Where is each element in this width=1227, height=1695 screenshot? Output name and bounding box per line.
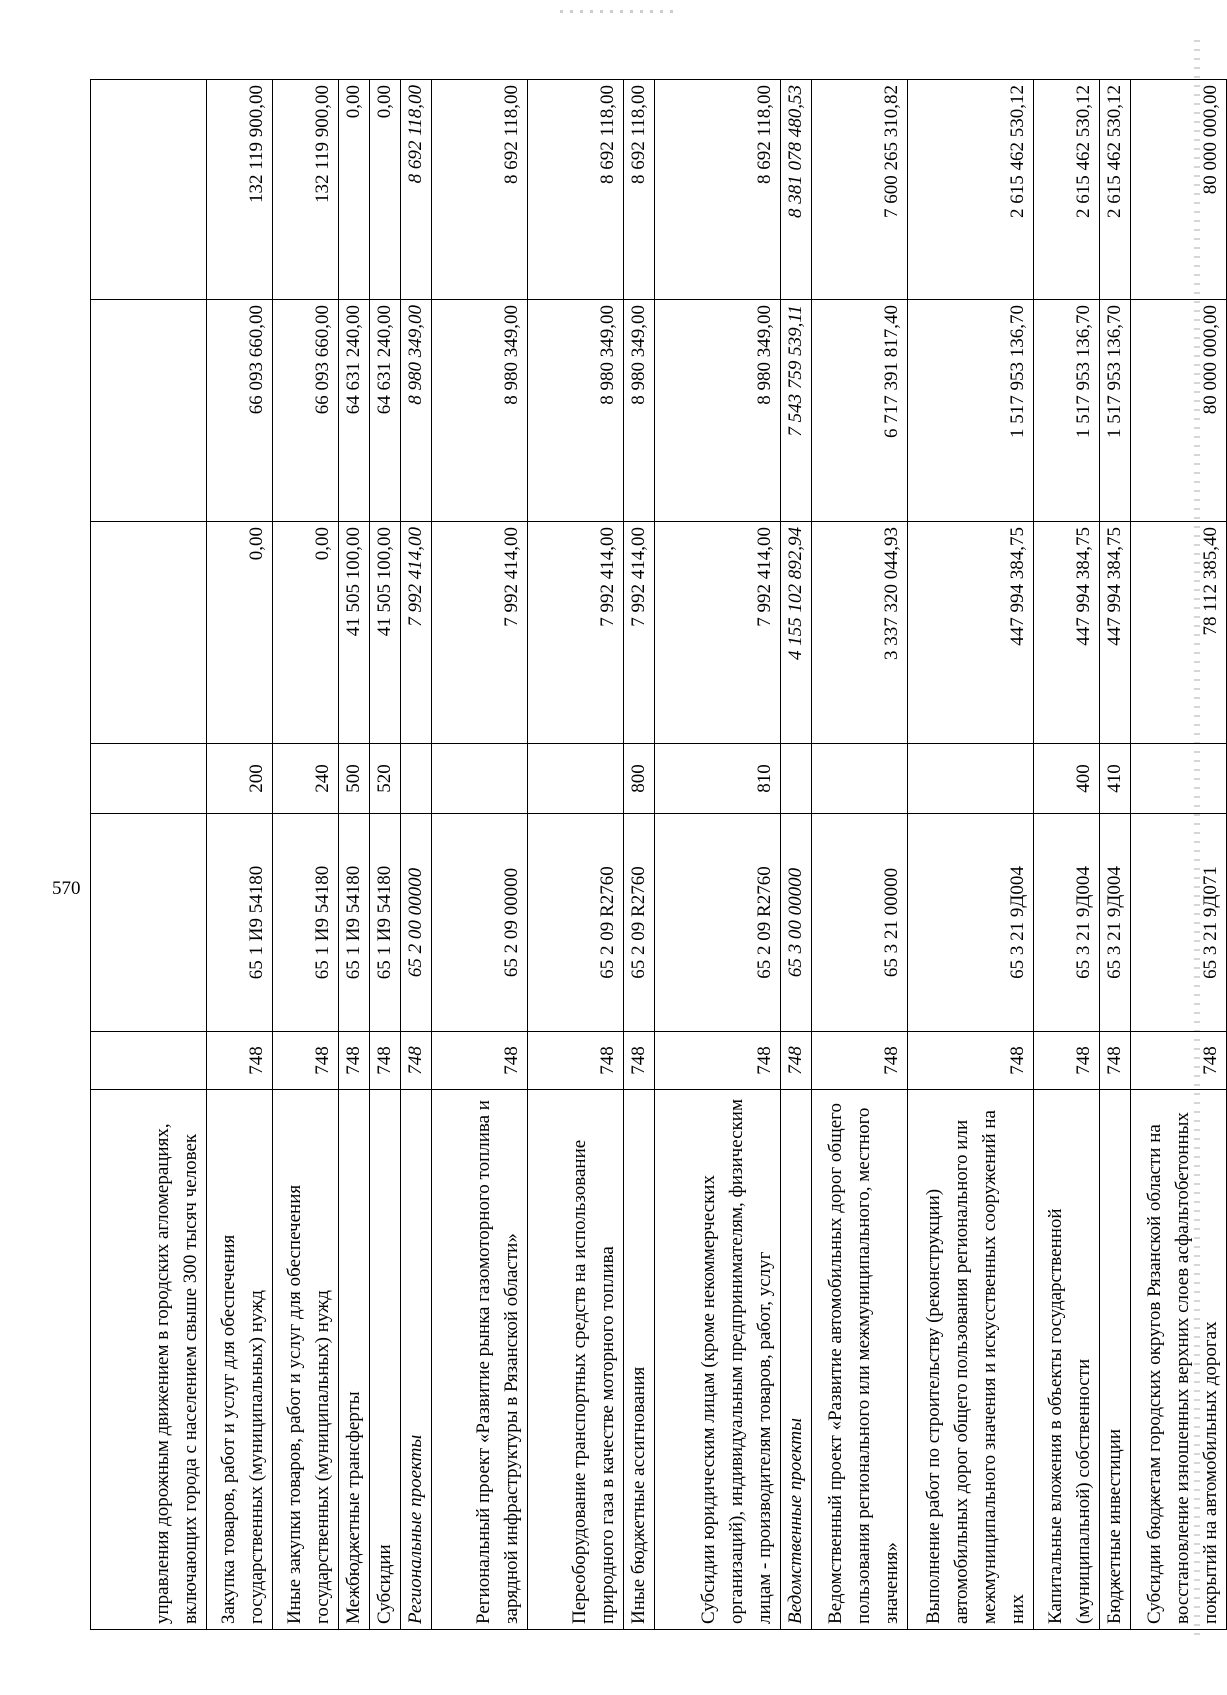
cell-v2023: 447 994 384,75 (1034, 522, 1100, 744)
rotated-table-wrapper (90, 80, 1221, 1630)
cell-name: Межбюджетные трансферты (339, 1090, 370, 1630)
cell-csr: 65 3 21 9Д071 (1131, 814, 1227, 1032)
cell-name: Ведомственные проекты (781, 1090, 812, 1630)
cell-vr: 810 (655, 744, 781, 814)
cell-v2025 (91, 80, 207, 300)
cell-v2023: 7 992 414,00 (624, 522, 655, 744)
cell-v2025: 8 692 118,00 (401, 80, 432, 300)
cell-v2023: 3 337 320 044,93 (812, 522, 908, 744)
table-row (781, 80, 812, 1630)
cell-v2025: 7 600 265 310,82 (812, 80, 908, 300)
cell-v2023: 0,00 (273, 522, 339, 744)
cell-code: 748 (370, 1032, 401, 1090)
cell-v2024: 1 517 953 136,70 (1034, 300, 1100, 522)
cell-code: 748 (207, 1032, 273, 1090)
cell-v2023: 78 112 385,40 (1131, 522, 1227, 744)
table-row (432, 80, 528, 1630)
cell-vr (781, 744, 812, 814)
cell-code: 748 (432, 1032, 528, 1090)
cell-v2024: 7 543 759 539,11 (781, 300, 812, 522)
cell-csr: 65 3 21 9Д004 (1100, 814, 1131, 1032)
cell-name: Ведомственный проект «Развитие автомобильных дорог общего пользования регионального или межмуниципального, местного значения» (812, 1090, 908, 1630)
cell-code: 748 (908, 1032, 1034, 1090)
table-row (401, 80, 432, 1630)
cell-v2024: 66 093 660,00 (207, 300, 273, 522)
cell-v2024: 8 980 349,00 (528, 300, 624, 522)
cell-csr: 65 3 21 9Д004 (908, 814, 1034, 1032)
cell-csr: 65 3 21 9Д004 (1034, 814, 1100, 1032)
table-row (908, 80, 1034, 1630)
cell-code: 748 (1034, 1032, 1100, 1090)
cell-v2025: 0,00 (370, 80, 401, 300)
cell-csr: 65 2 00 00000 (401, 814, 432, 1032)
table-row (528, 80, 624, 1630)
cell-v2023: 7 992 414,00 (655, 522, 781, 744)
cell-vr (1131, 744, 1227, 814)
cell-vr (91, 744, 207, 814)
cell-vr (432, 744, 528, 814)
cell-csr (91, 814, 207, 1032)
cell-v2024: 1 517 953 136,70 (1100, 300, 1131, 522)
cell-v2024: 64 631 240,00 (339, 300, 370, 522)
cell-v2025: 8 381 078 480,53 (781, 80, 812, 300)
cell-v2025: 132 119 900,00 (207, 80, 273, 300)
table-row (812, 80, 908, 1630)
cell-code: 748 (273, 1032, 339, 1090)
cell-vr: 240 (273, 744, 339, 814)
scan-artifact-top (560, 10, 680, 13)
cell-v2023: 7 992 414,00 (432, 522, 528, 744)
cell-v2025: 2 615 462 530,12 (908, 80, 1034, 300)
cell-csr: 65 3 21 00000 (812, 814, 908, 1032)
cell-vr: 800 (624, 744, 655, 814)
cell-v2025: 8 692 118,00 (655, 80, 781, 300)
cell-vr (528, 744, 624, 814)
cell-code: 748 (401, 1032, 432, 1090)
cell-code: 748 (812, 1032, 908, 1090)
cell-v2023: 447 994 384,75 (908, 522, 1034, 744)
table-row (1100, 80, 1131, 1630)
cell-name: Закупка товаров, работ и услуг для обеспечения государственных (муниципальных) нужд (207, 1090, 273, 1630)
cell-code: 748 (1100, 1032, 1131, 1090)
cell-csr: 65 2 09 00000 (432, 814, 528, 1032)
table-row (207, 80, 273, 1630)
cell-name: Переоборудование транспортных средств на использование природного газа в качестве моторного топлива (528, 1090, 624, 1630)
cell-vr: 200 (207, 744, 273, 814)
cell-vr: 400 (1034, 744, 1100, 814)
cell-name: Бюджетные инвестиции (1100, 1090, 1131, 1630)
cell-csr: 65 2 09 R2760 (655, 814, 781, 1032)
cell-code (91, 1032, 207, 1090)
cell-v2024: 64 631 240,00 (370, 300, 401, 522)
cell-code: 748 (781, 1032, 812, 1090)
cell-code: 748 (528, 1032, 624, 1090)
table-row (273, 80, 339, 1630)
page-number: 570 (52, 878, 81, 899)
cell-v2025: 8 692 118,00 (624, 80, 655, 300)
cell-v2024: 8 980 349,00 (624, 300, 655, 522)
cell-code: 748 (339, 1032, 370, 1090)
cell-v2023: 7 992 414,00 (401, 522, 432, 744)
cell-v2023: 7 992 414,00 (528, 522, 624, 744)
budget-table (90, 79, 1227, 1630)
cell-v2025: 0,00 (339, 80, 370, 300)
table-row (624, 80, 655, 1630)
cell-v2024: 6 717 391 817,40 (812, 300, 908, 522)
cell-vr (812, 744, 908, 814)
cell-name: Иные бюджетные ассигнования (624, 1090, 655, 1630)
cell-vr: 410 (1100, 744, 1131, 814)
cell-v2025: 2 615 462 530,12 (1100, 80, 1131, 300)
cell-v2024: 8 980 349,00 (401, 300, 432, 522)
cell-v2024 (91, 300, 207, 522)
table-row (339, 80, 370, 1630)
cell-vr: 520 (370, 744, 401, 814)
cell-name: Иные закупки товаров, работ и услуг для обеспечения государственных (муниципальных) нужд (273, 1090, 339, 1630)
budget-table-body (91, 80, 1227, 1630)
cell-name: Региональные проекты (401, 1090, 432, 1630)
cell-name: управления дорожным движением в городских агломерациях, включающих города с населением свыше 300 тысяч человек (91, 1090, 207, 1630)
cell-v2025: 2 615 462 530,12 (1034, 80, 1100, 300)
cell-csr: 65 3 00 00000 (781, 814, 812, 1032)
cell-name: Субсидии юридическим лицам (кроме некоммерческих организаций), индивидуальным предпринимателям, физическим лицам - производителям товаров, работ, услуг (655, 1090, 781, 1630)
cell-csr: 65 1 И9 54180 (273, 814, 339, 1032)
cell-v2025: 80 000 000,00 (1131, 80, 1227, 300)
cell-v2024: 80 000 000,00 (1131, 300, 1227, 522)
table-row (655, 80, 781, 1630)
cell-csr: 65 1 И9 54180 (339, 814, 370, 1032)
cell-v2023: 41 505 100,00 (339, 522, 370, 744)
table-row (370, 80, 401, 1630)
cell-v2025: 8 692 118,00 (528, 80, 624, 300)
cell-v2023: 41 505 100,00 (370, 522, 401, 744)
cell-code: 748 (624, 1032, 655, 1090)
cell-csr: 65 2 09 R2760 (624, 814, 655, 1032)
cell-name: Субсидии бюджетам городских округов Рязанской области на восстановление изношенных верхних слоев асфальтобетонных покрытий на автомобильных дорогах (1131, 1090, 1227, 1630)
cell-v2023: 4 155 102 892,94 (781, 522, 812, 744)
cell-v2023: 0,00 (207, 522, 273, 744)
cell-csr: 65 2 09 R2760 (528, 814, 624, 1032)
cell-name: Региональный проект «Развитие рынка газомоторного топлива и зарядной инфраструктуры в Рязанской области» (432, 1090, 528, 1630)
cell-v2025: 8 692 118,00 (432, 80, 528, 300)
table-row (1131, 80, 1227, 1630)
cell-vr (908, 744, 1034, 814)
cell-code: 748 (1131, 1032, 1227, 1090)
cell-v2023: 447 994 384,75 (1100, 522, 1131, 744)
cell-v2024: 66 093 660,00 (273, 300, 339, 522)
cell-v2024: 8 980 349,00 (432, 300, 528, 522)
cell-v2023 (91, 522, 207, 744)
cell-csr: 65 1 И9 54180 (207, 814, 273, 1032)
cell-name: Капитальные вложения в объекты государственной (муниципальной) собственности (1034, 1090, 1100, 1630)
cell-vr (401, 744, 432, 814)
cell-v2024: 1 517 953 136,70 (908, 300, 1034, 522)
cell-vr: 500 (339, 744, 370, 814)
cell-v2024: 8 980 349,00 (655, 300, 781, 522)
cell-code: 748 (655, 1032, 781, 1090)
cell-name: Субсидии (370, 1090, 401, 1630)
table-row (1034, 80, 1100, 1630)
cell-v2025: 132 119 900,00 (273, 80, 339, 300)
cell-name: Выполнение работ по строительству (реконструкции) автомобильных дорог общего пользования регионального или межмуниципального значения и искусственных сооружений на них (908, 1090, 1034, 1630)
table-row (91, 80, 207, 1630)
cell-csr: 65 1 И9 54180 (370, 814, 401, 1032)
